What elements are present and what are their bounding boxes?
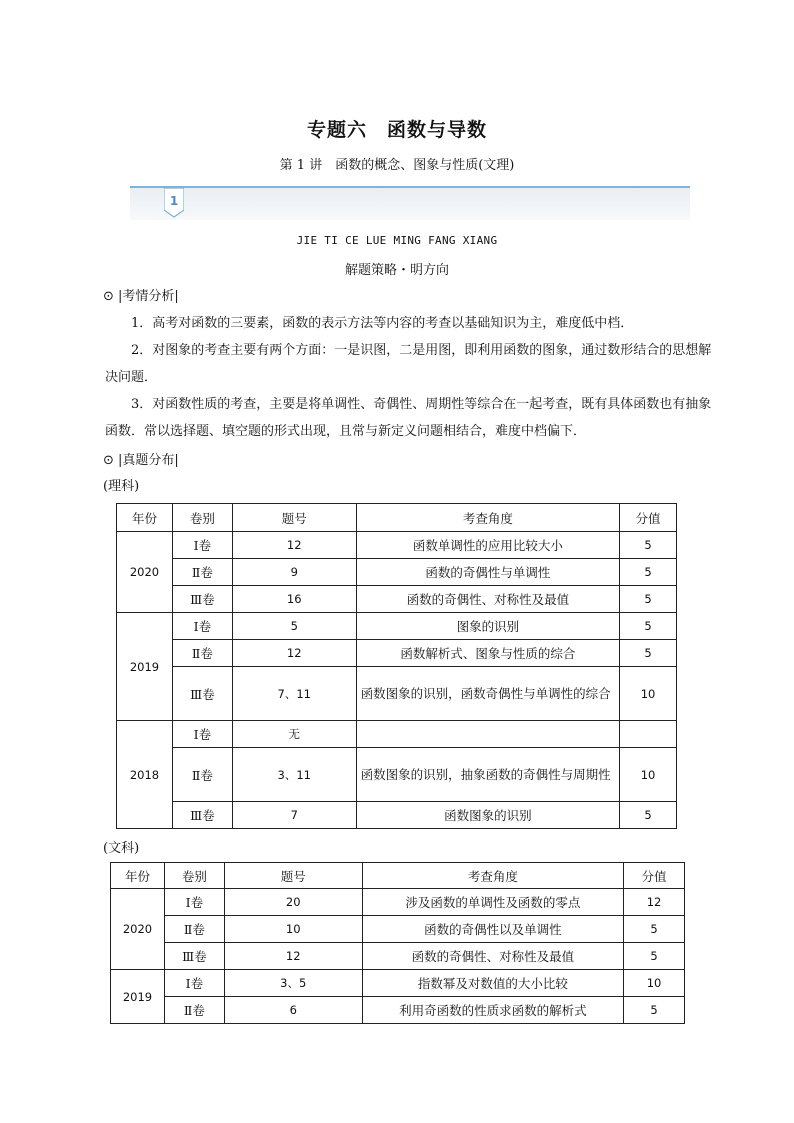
angle-cell: 函数图象的识别 xyxy=(356,802,619,829)
angle-cell xyxy=(356,721,619,748)
table-row xyxy=(117,640,677,667)
paper-cell: Ⅲ卷 xyxy=(172,802,232,829)
table-row xyxy=(117,613,677,640)
angle-cell: 图象的识别 xyxy=(356,613,619,640)
table-row xyxy=(117,748,677,802)
paper-cell: Ⅰ卷 xyxy=(172,721,232,748)
question-cell: 3、11 xyxy=(232,748,356,802)
table-row xyxy=(117,721,677,748)
question-cell: 12 xyxy=(232,640,356,667)
year-cell: 2020 xyxy=(117,532,173,613)
angle-cell: 涉及函数的单调性及函数的零点 xyxy=(362,889,623,916)
question-cell: 无 xyxy=(232,721,356,748)
year-cell: 2019 xyxy=(117,613,173,721)
score-cell: 5 xyxy=(624,997,685,1024)
page-title: 专题六 函数与导数 xyxy=(306,119,487,141)
paper-cell: Ⅲ卷 xyxy=(164,943,224,970)
header-paper: 卷别 xyxy=(164,863,224,889)
question-cell: 7、11 xyxy=(232,667,356,721)
header-score: 分值 xyxy=(620,504,677,532)
score-cell xyxy=(620,721,677,748)
banner-band xyxy=(130,188,690,220)
heading-label: |考情分析| xyxy=(118,289,179,304)
question-cell: 12 xyxy=(224,943,362,970)
question-cell: 16 xyxy=(232,586,356,613)
science-exam-table xyxy=(116,503,677,829)
exam-distribution-heading xyxy=(103,449,179,468)
heading-label: |真题分布| xyxy=(118,453,179,468)
angle-cell: 指数幂及对数值的大小比较 xyxy=(362,970,623,997)
analysis-paragraph-3: 3．对函数性质的考查，主要是将单调性、奇偶性、周期性等综合在一起考查，既有具体函数也有抽象函数．常以选择题、填空题的形式出现，且常与新定义问题相结合，难度中档偏下． xyxy=(105,397,712,439)
score-cell: 5 xyxy=(620,532,677,559)
angle-cell: 函数图象的识别，函数奇偶性与单调性的综合 xyxy=(356,667,619,721)
paper-cell: Ⅱ卷 xyxy=(164,997,224,1024)
angle-cell: 函数的奇偶性、对称性及最值 xyxy=(356,586,619,613)
score-cell: 5 xyxy=(624,916,685,943)
question-cell: 5 xyxy=(232,613,356,640)
header-paper: 卷别 xyxy=(172,504,232,532)
header-year: 年份 xyxy=(117,504,173,532)
question-cell: 6 xyxy=(224,997,362,1024)
score-cell: 5 xyxy=(620,640,677,667)
angle-cell: 函数解析式、图象与性质的综合 xyxy=(356,640,619,667)
table-row xyxy=(117,802,677,829)
header-question: 题号 xyxy=(224,863,362,889)
paper-cell: Ⅱ卷 xyxy=(172,640,232,667)
score-cell: 5 xyxy=(624,943,685,970)
paper-cell: Ⅰ卷 xyxy=(164,970,224,997)
header-angle: 考查角度 xyxy=(362,863,623,889)
header-year: 年份 xyxy=(111,863,165,889)
table-row xyxy=(111,943,685,970)
badge-ribbon-icon xyxy=(164,188,184,218)
table-row xyxy=(117,532,677,559)
score-cell: 10 xyxy=(620,748,677,802)
circle-dot-icon: ⊙ xyxy=(103,289,114,304)
science-label: (理科) xyxy=(103,479,140,494)
table-row xyxy=(117,667,677,721)
paper-cell: Ⅱ卷 xyxy=(172,748,232,802)
analysis-paragraph-1: 1．高考对函数的三要素，函数的表示方法等内容的考查以基础知识为主，难度低中档． xyxy=(131,316,634,331)
section-heading: 解题策略・明方向 xyxy=(344,263,449,278)
table-row xyxy=(111,997,685,1024)
question-cell: 7 xyxy=(232,802,356,829)
table-row xyxy=(111,970,685,997)
section-number-badge xyxy=(164,188,184,218)
score-cell: 5 xyxy=(620,802,677,829)
header-question: 题号 xyxy=(232,504,356,532)
arts-label: (文科) xyxy=(103,841,140,856)
paper-cell: Ⅱ卷 xyxy=(164,916,224,943)
angle-cell: 函数单调性的应用比较大小 xyxy=(356,532,619,559)
arts-exam-table xyxy=(110,862,685,1024)
section-pinyin: JIE TI CE LUE MING FANG XIANG xyxy=(296,234,498,247)
svg-text:1: 1 xyxy=(169,194,179,208)
table-row xyxy=(117,559,677,586)
circle-dot-icon: ⊙ xyxy=(103,453,114,468)
score-cell: 5 xyxy=(620,613,677,640)
header-angle: 考查角度 xyxy=(356,504,619,532)
score-cell: 5 xyxy=(620,586,677,613)
analysis-paragraph-2: 2．对图象的考查主要有两个方面：一是识图，二是用图，即利用函数的图象，通过数形结合的思想解决问题． xyxy=(105,343,712,385)
angle-cell: 函数图象的识别，抽象函数的奇偶性与周期性 xyxy=(356,748,619,802)
table-row xyxy=(111,889,685,916)
paper-cell: Ⅰ卷 xyxy=(164,889,224,916)
question-cell: 20 xyxy=(224,889,362,916)
angle-cell: 函数的奇偶性、对称性及最值 xyxy=(362,943,623,970)
question-cell: 10 xyxy=(224,916,362,943)
paper-cell: Ⅰ卷 xyxy=(172,532,232,559)
header-score: 分值 xyxy=(624,863,685,889)
question-cell: 9 xyxy=(232,559,356,586)
year-cell: 2018 xyxy=(117,721,173,829)
table-row xyxy=(117,586,677,613)
score-cell: 5 xyxy=(620,559,677,586)
paper-cell: Ⅰ卷 xyxy=(172,613,232,640)
score-cell: 10 xyxy=(624,970,685,997)
score-cell: 12 xyxy=(624,889,685,916)
table-row xyxy=(111,916,685,943)
paper-cell: Ⅲ卷 xyxy=(172,667,232,721)
angle-cell: 函数的奇偶性以及单调性 xyxy=(362,916,623,943)
question-cell: 3、5 xyxy=(224,970,362,997)
lecture-subtitle: 第 1 讲 函数的概念、图象与性质(文理) xyxy=(279,158,515,173)
angle-cell: 利用奇函数的性质求函数的解析式 xyxy=(362,997,623,1024)
year-cell: 2019 xyxy=(111,970,165,1024)
question-cell: 12 xyxy=(232,532,356,559)
angle-cell: 函数的奇偶性与单调性 xyxy=(356,559,619,586)
paper-cell: Ⅱ卷 xyxy=(172,559,232,586)
paper-cell: Ⅲ卷 xyxy=(172,586,232,613)
year-cell: 2020 xyxy=(111,889,165,970)
score-cell: 10 xyxy=(620,667,677,721)
exam-analysis-heading xyxy=(103,285,179,304)
